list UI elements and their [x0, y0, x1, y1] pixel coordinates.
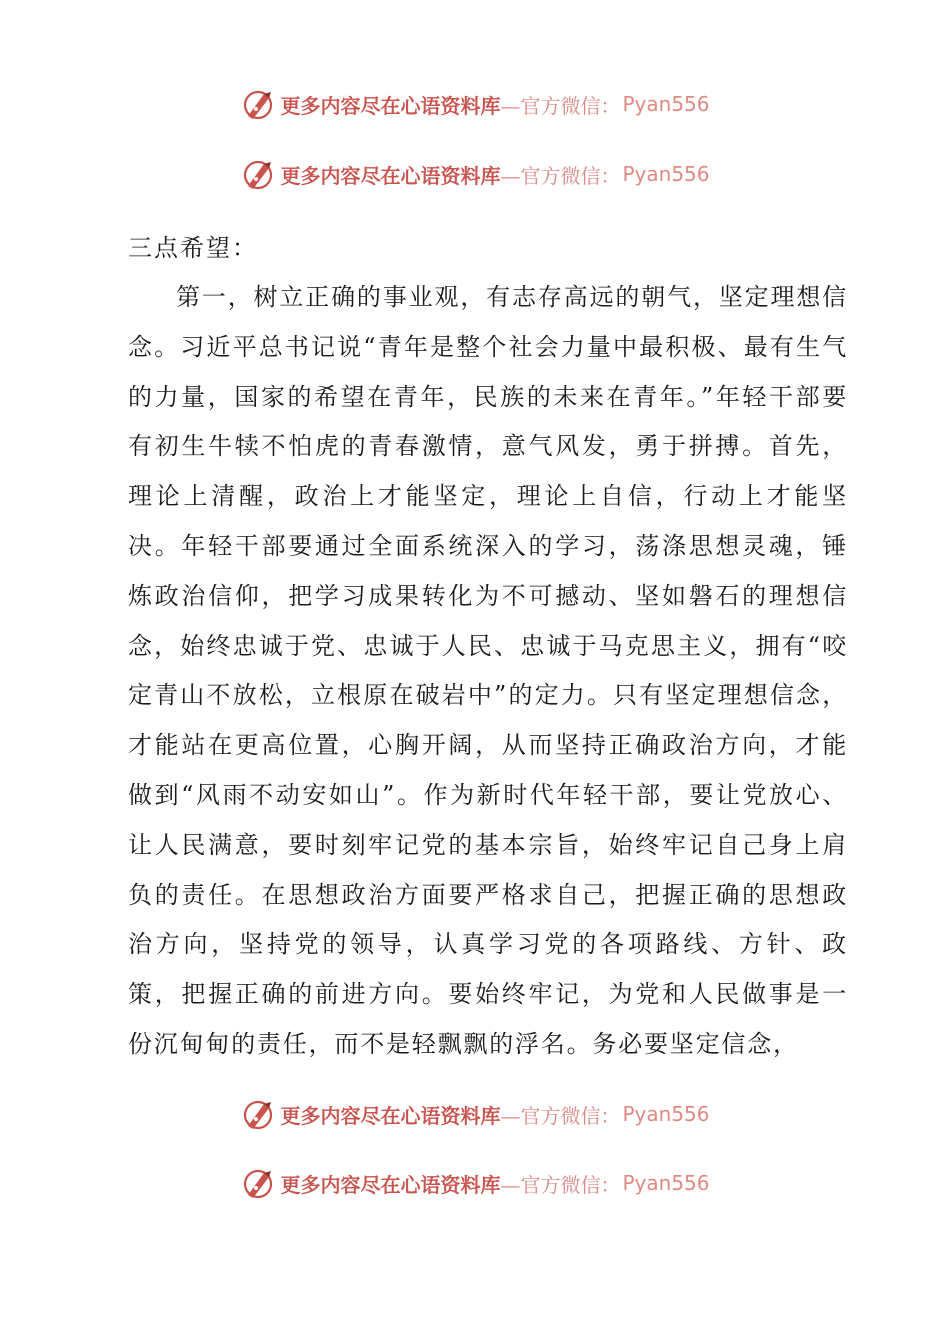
- pen-nib-logo-icon: [240, 86, 276, 122]
- document-body: [128, 223, 848, 1070]
- watermark-text: 更多内容尽在心语资料库—官方微信：: [280, 163, 621, 188]
- body-paragraph: 第一，树立正确的事业观，有志存高远的朝气，坚定理想信念。习近平总书记说“青年是整个社会力量中最积极、最有生气的力量，国家的希望在青年，民族的未来在青年。”年轻干部要有初生牛犊不怕虎的青春激情，意气风发，勇于拼搏。首先，理论上清醒，政治上才能坚定，理论上自信，行动上才能坚决。年轻干部要通过全面系统深入的学习，荡涤思想灵魂，锤炼政治信仰，把学习成果转化为不可撼动、坚如磐石的理想信念，始终忠诚于党、忠诚于人民、忠诚于马克思主义，拥有“咬定青山不放松，立根原在破岩中”的定力。只有坚定理想信念，才能站在更高位置，心胸开阔，从而坚持正确政治方向，才能做到“风雨不动安如山”。作为新时代年轻干部，要让党放心、让人民满意，要时刻牢记党的基本宗旨，始终牢记自己身上肩负的责任。在思想政治方面要严格求自己，把握正确的思想政治方向，坚持党的领导，认真学习党的各项路线、方针、政策，把握正确的前进方向。要始终牢记，为党和人民做事是一份沉甸甸的责任，而不是轻飘飘的浮名。务必要坚定信念，: [128, 283, 848, 1058]
- section-heading: 三点希望：: [128, 234, 258, 262]
- watermark-banner: [0, 1163, 950, 1203]
- watermark-wechat-id: Pyan556: [622, 1171, 710, 1195]
- watermark-wechat-id: Pyan556: [622, 1102, 710, 1126]
- watermark-text: 更多内容尽在心语资料库—官方微信：: [280, 1172, 621, 1197]
- pen-nib-logo-icon: [240, 156, 276, 192]
- watermark-wechat-id: Pyan556: [622, 92, 710, 116]
- watermark-banner: [0, 154, 950, 194]
- watermark-banner: [0, 1094, 950, 1134]
- pen-nib-logo-icon: [240, 1165, 276, 1201]
- watermark-banner: [0, 84, 950, 124]
- watermark-text: 更多内容尽在心语资料库—官方微信：: [280, 1103, 621, 1128]
- watermark-text: 更多内容尽在心语资料库—官方微信：: [280, 93, 621, 118]
- watermark-wechat-id: Pyan556: [622, 162, 710, 186]
- pen-nib-logo-icon: [240, 1096, 276, 1132]
